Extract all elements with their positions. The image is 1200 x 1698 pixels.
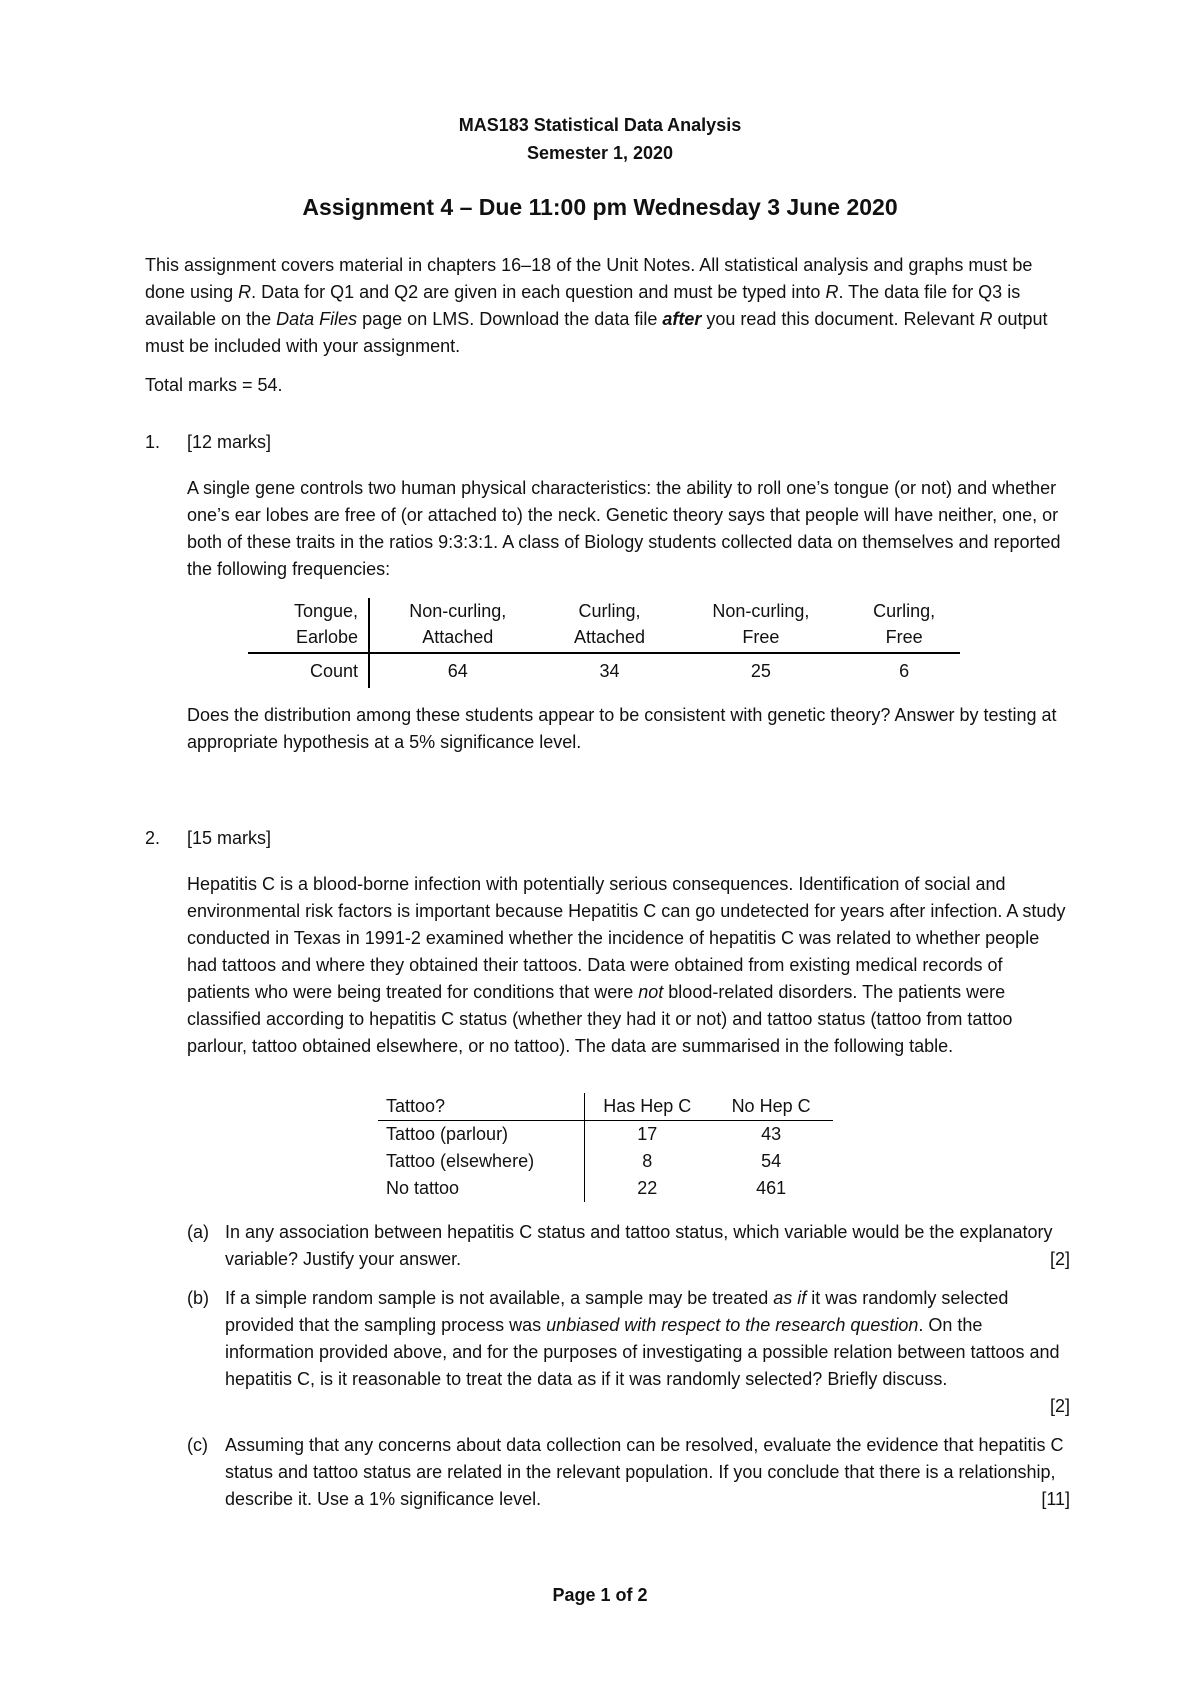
table-row (248, 653, 960, 688)
cell-has-hep-c: 8 (642, 1151, 653, 1171)
q2-text: Hepatitis C is a blood-borne infection with potentially serious consequences. Identification of social and environmental risk factors is important because Hepatitis C can go undetected for years after infection. A study conducted in Texas in 1991-2 examined whether the incidence of hepatitis C was related to whether people had tattoos and where they obtained their tattoos. Data were obtained from existing medical records of patients who were being treated for conditions that were not blood-related disorders. The patients were classified according to hepatitis C status (whether they had it or not) and tattoo status (tattoo from tattoo parlour, tattoo obtained elsewhere, or no tattoo). The data are summarised in the following table. (187, 874, 1066, 1056)
cell-no-hep-c: 461 (756, 1178, 787, 1198)
count-cell: 25 (750, 661, 771, 681)
table-row (378, 1175, 833, 1202)
q2-part-c (187, 1432, 1070, 1513)
count-cell: 34 (599, 661, 620, 681)
table-header-row (378, 1093, 833, 1121)
semester-label: Semester 1, 2020 (526, 143, 674, 163)
course-title: MAS183 Statistical Data Analysis (458, 115, 742, 135)
assignment-title: Assignment 4 – Due 11:00 pm Wednesday 3 June 2020 (302, 194, 898, 220)
part-marks: [2] (1049, 1249, 1070, 1269)
column-header: Non-curling, Free (674, 598, 849, 653)
cell-no-hep-c: 43 (761, 1124, 782, 1144)
q1-frequency-table (248, 598, 960, 688)
cell-no-hep-c: 54 (761, 1151, 782, 1171)
q2-marks: [15 marks] (187, 828, 272, 848)
row-label: Tattoo (parlour) (378, 1121, 585, 1149)
cell-has-hep-c: 17 (637, 1124, 658, 1144)
part-marks: [11] (1041, 1489, 1070, 1509)
column-header: Curling, Attached (546, 598, 674, 653)
part-marks: [2] (1049, 1396, 1070, 1416)
count-cell: 64 (447, 661, 468, 681)
cell-has-hep-c: 22 (637, 1178, 658, 1198)
row-label-header: Tongue, Earlobe (248, 598, 369, 653)
part-label: (c) (187, 1435, 208, 1455)
q2-number: 2. (145, 828, 161, 848)
part-label: (a) (187, 1222, 209, 1242)
column-header: Curling, Free (848, 598, 960, 653)
q2-part-b (187, 1285, 1070, 1420)
q2-part-a (187, 1219, 1070, 1273)
q1-text: A single gene controls two human physical characteristics: the ability to roll one’s tongue (or not) and whether one’s ear lobes are free of (or attached to) the neck. Genetic theory says that people will have neither, one, or both of these traits in the ratios 9:3:3:1. A class of Biology students collected data on themselves and reported the following frequencies: (187, 478, 1061, 579)
row-label: No tattoo (378, 1175, 585, 1202)
q2-hepatitis-table (378, 1093, 833, 1202)
column-header: Non-curling, Attached (369, 598, 546, 653)
intro-paragraph: This assignment covers material in chapters 16–18 of the Unit Notes. All statistical analysis and graphs must be done using R. Data for Q1 and Q2 are given in each question and must be typed into R. The data file for Q3 is available on the Data Files page on LMS. Download the data file after you read this document. Relevant R output must be included with your assignment. (145, 255, 1048, 356)
page-number: Page 1 of 2 (552, 1585, 648, 1605)
q1-question: Does the distribution among these students appear to be consistent with genetic theory? Answer by testing at appropriate hypothesis at a 5% significance level. (187, 705, 1057, 752)
column-header: No Hep C (709, 1093, 833, 1121)
part-text: Assuming that any concerns about data collection can be resolved, evaluate the evidence that hepatitis C status and tattoo status are related in the relevant population. If you conclude that there is a relationship, describe it. Use a 1% significance level. (225, 1435, 1064, 1509)
column-header: Tattoo? (378, 1093, 585, 1121)
count-label: Count (248, 653, 369, 688)
part-text: If a simple random sample is not available, a sample may be treated as if it was randomly selected provided that the sampling process was unbiased with respect to the research question. On the information provided above, and for the purposes of investigating a possible relation between tattoos and hepatitis C, is it reasonable to treat the data as if it was randomly selected? Briefly discuss. (225, 1288, 1060, 1389)
table-row (378, 1121, 833, 1149)
total-marks: Total marks = 54. (145, 375, 283, 395)
q1-marks: [12 marks] (187, 432, 272, 452)
row-label: Tattoo (elsewhere) (378, 1148, 585, 1175)
q1-number: 1. (145, 432, 161, 452)
part-label: (b) (187, 1288, 209, 1308)
count-cell: 6 (899, 661, 910, 681)
table-header-row (248, 598, 960, 653)
table-row (378, 1148, 833, 1175)
part-text: In any association between hepatitis C status and tattoo status, which variable would be the explanatory variable? Justify your answer. (225, 1222, 1053, 1269)
column-header: Has Hep C (585, 1093, 709, 1121)
